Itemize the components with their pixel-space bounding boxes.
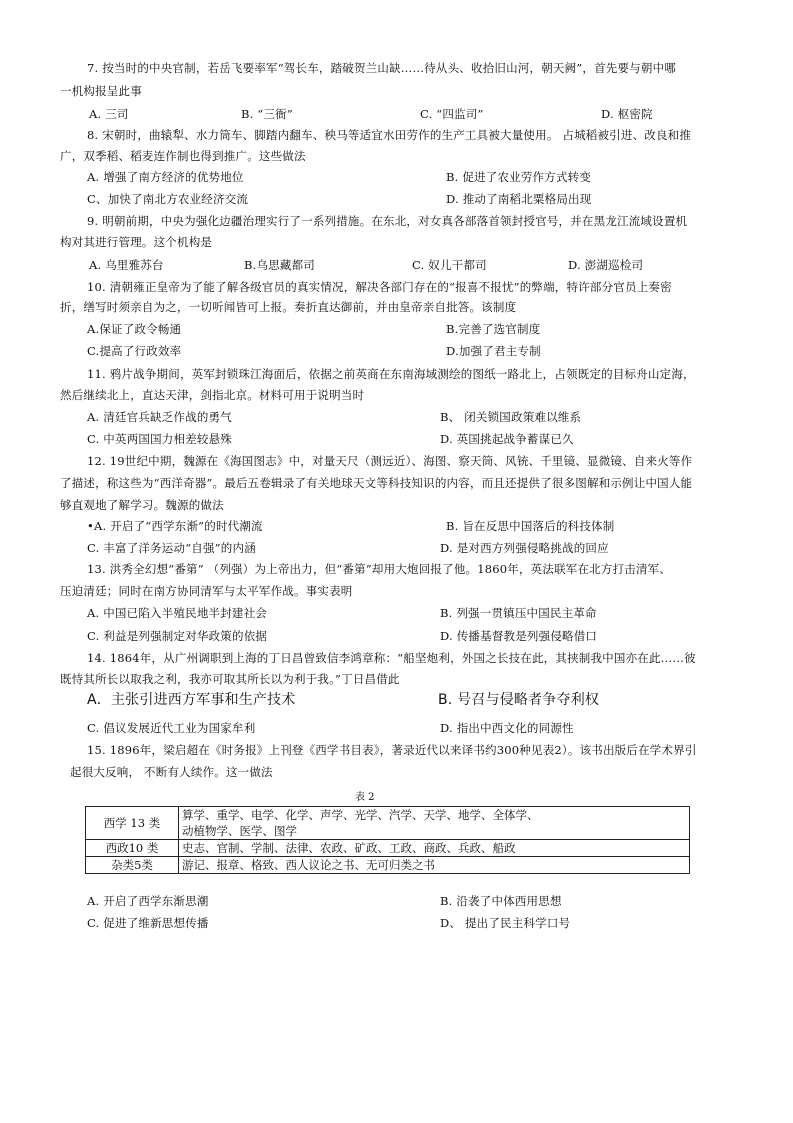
table-cell-category: 西学 13 类 bbox=[86, 807, 179, 840]
table-cell-line: 动植物学、医学、图学 bbox=[182, 824, 297, 838]
question-8-text: 8. 宋朝时，曲辕犁、水力筒车、脚踏内翻车、秧马等适宜水田劳作的生产工具被大量使用。 占城稻被引进、改良和推 bbox=[87, 128, 692, 142]
question-14-option-a: A．主张引进西方军事和生产技术 bbox=[87, 692, 296, 708]
question-12-text-cont2: 够直观地了解学习。魏源的做法 bbox=[60, 498, 224, 512]
table-caption: 表 2 bbox=[355, 792, 375, 803]
question-8-option-d: D. 推动了南稻北粟格局出现 bbox=[446, 192, 592, 206]
question-7-text-cont: 一机构报呈此事 bbox=[60, 84, 142, 98]
question-14-text-cont: 既恃其所长以取我之利，我亦可取其所长以为利于我。”丁日昌借此 bbox=[60, 672, 400, 686]
question-15-option-b: B. 沿袭了中体西用思想 bbox=[440, 894, 562, 908]
table-cell-content bbox=[179, 807, 690, 840]
question-14-option-d: D. 指出中西文化的同源性 bbox=[440, 721, 574, 735]
question-10-option-c: C.提高了行政效率 bbox=[87, 344, 182, 358]
question-9-text-cont: 构对其进行管理。这个机构是 bbox=[60, 235, 213, 249]
question-10-option-d: D.加强了君主专制 bbox=[446, 344, 541, 358]
question-7-option-c: C. “四监司” bbox=[420, 107, 484, 121]
question-14-option-b: B. 号召与侵略者争夺利权 bbox=[438, 692, 600, 708]
question-11-option-c: C. 中英两国国力相差较悬殊 bbox=[87, 432, 232, 446]
question-11-text-cont: 然后继续北上，直达天津，剑指北京。材料可用于说明当时 bbox=[60, 388, 365, 402]
table-cell-line: 算学、重学、电学、化学、声学、光学、汽学、天学、地学、全体学、 bbox=[182, 808, 539, 822]
question-7-option-a: A. 三司 bbox=[89, 107, 129, 121]
question-7-option-b: B. “三衙” bbox=[241, 107, 293, 121]
question-9-text: 9. 明朝前期，中央为强化边疆治理实行了一系列措施。在东北，对女真各部落首领封授官号，并在黑龙江流域设置机 bbox=[87, 214, 688, 228]
question-10-text: 10. 清朝雍正皇帝为了能了解各级官员的真实情况，解决各部门存在的“报喜不报忧”的弊端，特许部分官员上奏密 bbox=[87, 280, 672, 294]
table-row bbox=[86, 807, 690, 840]
question-14-option-c: C. 倡议发展近代工业为国家牟利 bbox=[87, 721, 256, 735]
western-books-table bbox=[85, 806, 690, 874]
question-11-option-d: D. 英国挑起战争蓄谋已久 bbox=[440, 432, 574, 446]
question-13-option-b: B. 列强一贯镇压中国民主革命 bbox=[440, 606, 597, 620]
question-13-text: 13. 洪秀全幻想“番第” （列强）为上帝出力，但“番第”却用大炮回报了他。1860年，英法联军在北方打击清军、 bbox=[87, 562, 672, 576]
question-11-option-a: A. 清廷官兵缺乏作战的勇气 bbox=[87, 410, 232, 424]
table-row bbox=[86, 840, 690, 857]
question-8-option-b: B. 促进了农业劳作方式转变 bbox=[446, 170, 592, 184]
question-8-option-a: A. 增强了南方经济的优势地位 bbox=[87, 170, 244, 184]
question-13-text-cont: 压迫清廷；同时在南方协同清军与太平军作战。事实表明 bbox=[60, 584, 353, 598]
question-13-option-d: D. 传播基督教是列强侵略借口 bbox=[440, 629, 598, 643]
table-cell-content: 史志、官制、学制、法律、农政、矿政、工政、商政、兵政、船政 bbox=[179, 840, 690, 857]
question-12-option-c: C. 丰富了洋务运动“自强”的内涵 bbox=[87, 541, 256, 555]
question-9-option-c: C. 奴儿干都司 bbox=[412, 258, 487, 272]
question-15-option-c: C. 促进了维新思想传播 bbox=[87, 916, 209, 930]
question-15-option-a: A. 开启了西学东渐思潮 bbox=[87, 894, 209, 908]
question-7-text: 7. 按当时的中央官制，若岳飞要率军“驾长车，踏破贺兰山缺……待从头、收拾旧山河，朝天阙”，首先要与朝中哪 bbox=[87, 61, 676, 75]
table-cell-category: 杂类5类 bbox=[86, 857, 179, 874]
question-8-option-c: C、加快了南北方农业经济交流 bbox=[87, 192, 249, 206]
table-row bbox=[86, 857, 690, 874]
question-14-text: 14. 1864年，从广州调职到上海的丁日昌曾致信李鸿章称：“船坚炮利，外国之长技在此，其挟制我中国亦在此……彼 bbox=[87, 651, 696, 665]
question-7-option-d: D. 枢密院 bbox=[601, 107, 653, 121]
question-12-option-d: D. 是对西方列强侵略挑战的回应 bbox=[440, 541, 609, 555]
question-15-text-cont: 起很大反响， 不断有人续作。这一做法 bbox=[70, 765, 273, 779]
question-12-text-cont: 了描述，称这些为“西洋奇器”。最后五卷辑录了有关地球天文等科技知识的内容，而且还提供了很多图解和示例让中国人能 bbox=[60, 476, 693, 490]
question-11-option-b: B、 闭关锁国政策难以维系 bbox=[440, 410, 582, 424]
question-9-option-a: A. 乌里雅苏台 bbox=[89, 258, 164, 272]
question-10-text-cont: 折，缮写时须亲自为之，一切听闻皆可上报。奏折直达御前，并由皇帝亲自批答。该制度 bbox=[60, 300, 517, 314]
question-8-text-cont: 广，双季稻、稻麦连作制也得到推广。这些做法 bbox=[60, 149, 306, 163]
question-12-option-b: B. 旨在反思中国落后的科技体制 bbox=[446, 519, 615, 533]
question-13-option-c: C. 利益是列强制定对华政策的依据 bbox=[87, 629, 268, 643]
question-9-option-b: B.乌思藏都司 bbox=[244, 258, 316, 272]
question-11-text: 11. 鸦片战争期间，英军封锁珠江海面后，依据之前英商在东南海域测绘的图纸一路北上，占领既定的目标舟山定海， bbox=[87, 367, 695, 381]
question-10-option-b: B.完善了选官制度 bbox=[446, 322, 541, 336]
question-12-option-a: •A. 开启了“西学东渐”的时代潮流 bbox=[87, 519, 263, 533]
question-15-text: 15. 1896年，梁启超在《时务报》上刊登《西学书目表》，著录近代以来译书约300种见表2）。该书出版后在学术界引 bbox=[87, 743, 697, 757]
table-cell-category: 西政10 类 bbox=[86, 840, 179, 857]
question-15-option-d: D、 提出了民主科学口号 bbox=[440, 916, 571, 930]
question-13-option-a: A. 中国已陷入半殖民地半封建社会 bbox=[87, 606, 268, 620]
question-9-option-d: D. 澎湖巡检司 bbox=[568, 258, 644, 272]
question-12-text: 12. 19世纪中期，魏源在《海国图志》中，对量天尺（测远近）、海图、察天筒、风铳、千里镜、显微镜、自来火等作 bbox=[87, 454, 693, 468]
question-10-option-a: A.保证了政令畅通 bbox=[87, 322, 182, 336]
table-cell-content: 游记、报章、格致、西人议论之书、无可归类之书 bbox=[179, 857, 690, 874]
